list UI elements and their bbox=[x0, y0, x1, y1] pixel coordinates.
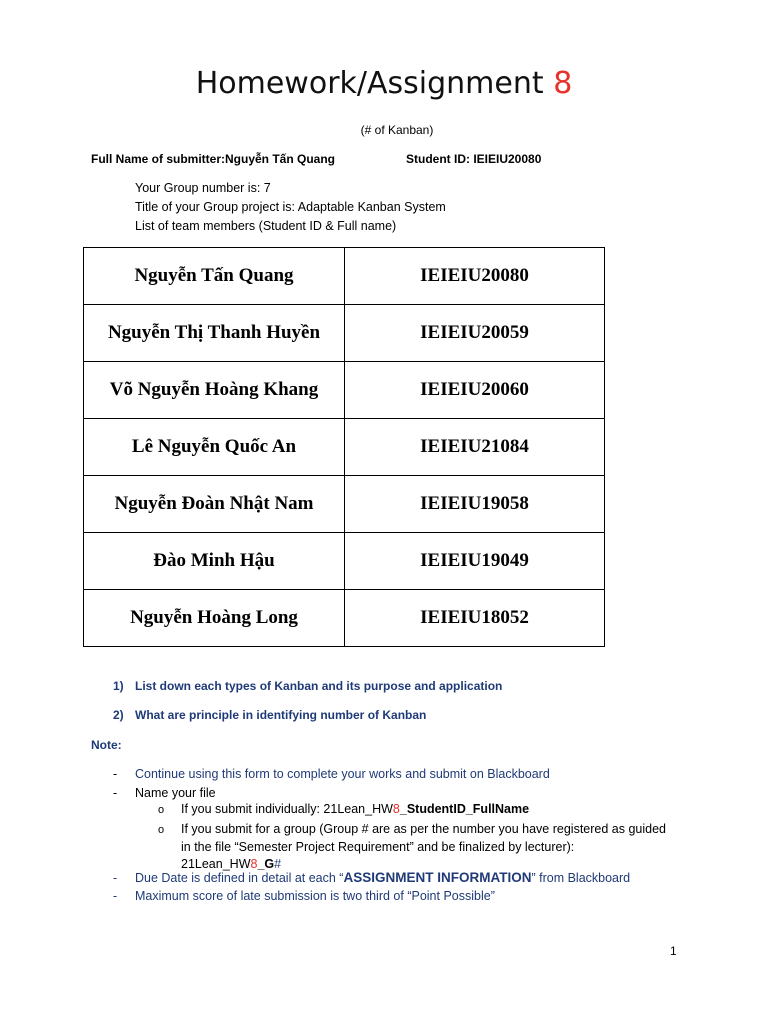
project-title: Title of your Group project is: Adaptable Kanban System bbox=[135, 200, 446, 214]
page-number: 1 bbox=[670, 944, 677, 958]
filename-number: 8 bbox=[392, 802, 400, 816]
table-row bbox=[84, 305, 605, 362]
table-row bbox=[84, 248, 605, 305]
filename-prefix: 21Lean_HW bbox=[181, 857, 251, 871]
member-student-id: IEIEIU19049 bbox=[345, 533, 605, 590]
group-file-text: If you submit for a group (Group # are as per the number you have registered as guided bbox=[181, 822, 666, 836]
team-members-table bbox=[83, 247, 605, 647]
student-id: Student ID: IEIEIU20080 bbox=[406, 152, 542, 166]
note-bullet bbox=[113, 870, 630, 885]
table-row bbox=[84, 590, 605, 647]
bullet-text: Name your file bbox=[135, 786, 216, 800]
due-date-suffix: ” from Blackboard bbox=[531, 871, 631, 885]
member-student-id: IEIEIU20080 bbox=[345, 248, 605, 305]
members-label: List of team members (Student ID & Full name) bbox=[135, 219, 397, 233]
group-number: Your Group number is: 7 bbox=[135, 181, 271, 195]
question-number: 2) bbox=[113, 708, 124, 722]
bullet-dash: - bbox=[113, 767, 118, 781]
member-student-id: IEIEIU21084 bbox=[345, 419, 605, 476]
question-text: What are principle in identifying number of Kanban bbox=[135, 708, 427, 722]
bullet-dash: - bbox=[113, 786, 118, 800]
group-file-cont-text: in the file “Semester Project Requirement” and be finalized by lecturer): bbox=[181, 840, 575, 854]
bullet-circle: o bbox=[158, 804, 165, 816]
member-student-id: IEIEIU20060 bbox=[345, 362, 605, 419]
note-sub-bullet bbox=[158, 821, 678, 873]
title-text: Homework/Assignment bbox=[195, 66, 544, 101]
bullet-dash: - bbox=[113, 889, 118, 903]
due-date-prefix: Due Date is defined in detail at each “ bbox=[135, 871, 344, 885]
note-heading: Note: bbox=[91, 738, 122, 752]
member-student-id: IEIEIU18052 bbox=[345, 590, 605, 647]
table-row bbox=[84, 533, 605, 590]
member-name: Đào Minh Hậu bbox=[84, 533, 345, 590]
member-student-id: IEIEIU20059 bbox=[345, 305, 605, 362]
page-title bbox=[0, 66, 768, 101]
table-row bbox=[84, 362, 605, 419]
table-row bbox=[84, 419, 605, 476]
note-bullet bbox=[113, 889, 495, 903]
question-2 bbox=[113, 708, 426, 722]
question-number: 1) bbox=[113, 679, 124, 693]
member-name: Lê Nguyễn Quốc An bbox=[84, 419, 345, 476]
question-1 bbox=[113, 679, 502, 693]
member-name: Nguyễn Đoàn Nhật Nam bbox=[84, 476, 345, 533]
bullet-circle: o bbox=[158, 824, 165, 836]
assignment-information-label: ASSIGNMENT INFORMATION bbox=[343, 870, 532, 885]
member-name: Nguyễn Hoàng Long bbox=[84, 590, 345, 647]
question-text: List down each types of Kanban and its purpose and application bbox=[135, 679, 503, 693]
member-name: Nguyễn Thị Thanh Huyền bbox=[84, 305, 345, 362]
filename-suffix: _StudentID_FullName bbox=[399, 802, 530, 816]
bullet-text: Continue using this form to complete your works and submit on Blackboard bbox=[135, 767, 550, 781]
filename-hash: # bbox=[274, 857, 282, 871]
member-name: Võ Nguyễn Hoàng Khang bbox=[84, 362, 345, 419]
note-bullet bbox=[113, 767, 550, 781]
bullet-text: Maximum score of late submission is two third of “Point Possible” bbox=[135, 889, 495, 903]
group-file-continuation bbox=[158, 839, 678, 873]
filename-group: _G bbox=[257, 857, 275, 871]
table-row bbox=[84, 476, 605, 533]
filename-prefix: If you submit individually: 21Lean_HW bbox=[181, 802, 393, 816]
member-name: Nguyễn Tấn Quang bbox=[84, 248, 345, 305]
page-subtitle: (# of Kanban) bbox=[360, 123, 434, 137]
note-sub-bullet bbox=[158, 802, 529, 816]
submitter-name: Full Name of submitter:Nguyễn Tấn Quang bbox=[91, 152, 336, 166]
assignment-number: 8 bbox=[553, 66, 573, 101]
note-bullet bbox=[113, 786, 216, 800]
filename-number: 8 bbox=[250, 857, 258, 871]
bullet-dash: - bbox=[113, 871, 118, 885]
member-student-id: IEIEIU19058 bbox=[345, 476, 605, 533]
